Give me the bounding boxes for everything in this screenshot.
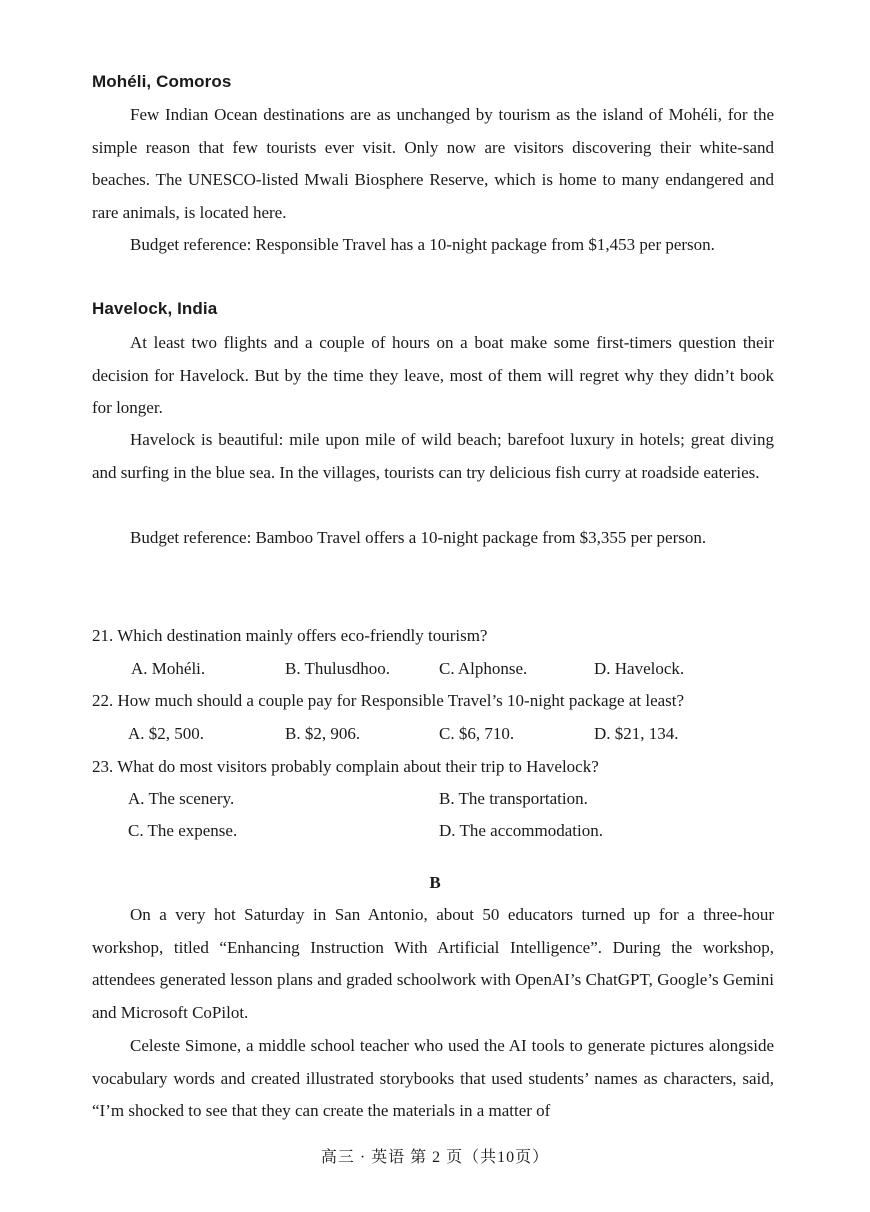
paragraph-havelock-beauty: Havelock is beautiful: mile upon mile of wild beach; barefoot luxury in hotels; great diving and surfing in the blue sea. In the villages, tourists can try delicious fish curry at roadside eateries. <box>92 430 774 482</box>
paragraph-havelock-travel: At least two flights and a couple of hours on a boat make some first-timers question their decision for Havelock. But by the time they leave, most of them will regret why they didn’t book for longer. <box>92 333 774 418</box>
paragraph-celeste-simone: Celeste Simone, a middle school teacher who used the AI tools to generate pictures alongside vocabulary words and created illustrated storybooks that used students’ names as characters, said, “I’m shocked to see that they can create the materials in a matter of <box>92 1036 774 1121</box>
question-21-option-a: A. Mohéli. <box>131 659 206 678</box>
question-23: 23. What do most visitors probably complain about their trip to Havelock? <box>92 757 599 776</box>
question-22-option-a: A. $2, 500. <box>128 724 205 743</box>
question-22-option-b: B. $2, 906. <box>285 724 361 743</box>
question-23-option-c: C. The expense. <box>128 821 238 840</box>
section-title-havelock: Havelock, India <box>92 299 218 318</box>
paragraph-workshop: On a very hot Saturday in San Antonio, about 50 educators turned up for a three-hour workshop, titled “Enhancing Instruction With Artificial Intelligence”. During the workshop, attendees generated lesson plans and graded schoolwork with OpenAI’s ChatGPT, Google’s Gemini and Microsoft CoPilot. <box>92 905 774 1022</box>
page-footer: 高三 · 英语 第 2 页（共10页） <box>320 1149 550 1166</box>
question-23-option-d: D. The accommodation. <box>439 821 603 840</box>
question-22-option-c: C. $6, 710. <box>439 724 515 743</box>
question-23-option-b: B. The transportation. <box>439 789 588 808</box>
paragraph-havelock-budget: Budget reference: Bamboo Travel offers a 10-night package from $3,355 per person. <box>130 528 707 547</box>
paragraph-moheli-description: Few Indian Ocean destinations are as unchanged by tourism as the island of Mohéli, for the simple reason that few tourists ever visit. Only now are visitors discovering their white-sand beaches. The UNESCO-listed Mwali Biosphere Reserve, which is home to many endangered and rare animals, is located here. <box>92 105 774 222</box>
question-21-option-d: D. Havelock. <box>594 659 685 678</box>
section-title-moheli: Mohéli, Comoros <box>92 72 232 91</box>
question-23-option-a: A. The scenery. <box>128 789 235 808</box>
passage-b-heading: B <box>429 873 441 892</box>
question-21: 21. Which destination mainly offers eco-friendly tourism? <box>92 626 488 645</box>
question-22: 22. How much should a couple pay for Responsible Travel’s 10-night package at least? <box>92 691 685 710</box>
question-21-option-b: B. Thulusdhoo. <box>285 659 391 678</box>
paragraph-moheli-budget: Budget reference: Responsible Travel has a 10-night package from $1,453 per person. <box>130 235 715 254</box>
question-22-option-d: D. $21, 134. <box>594 724 679 743</box>
question-21-option-c: C. Alphonse. <box>439 659 528 678</box>
